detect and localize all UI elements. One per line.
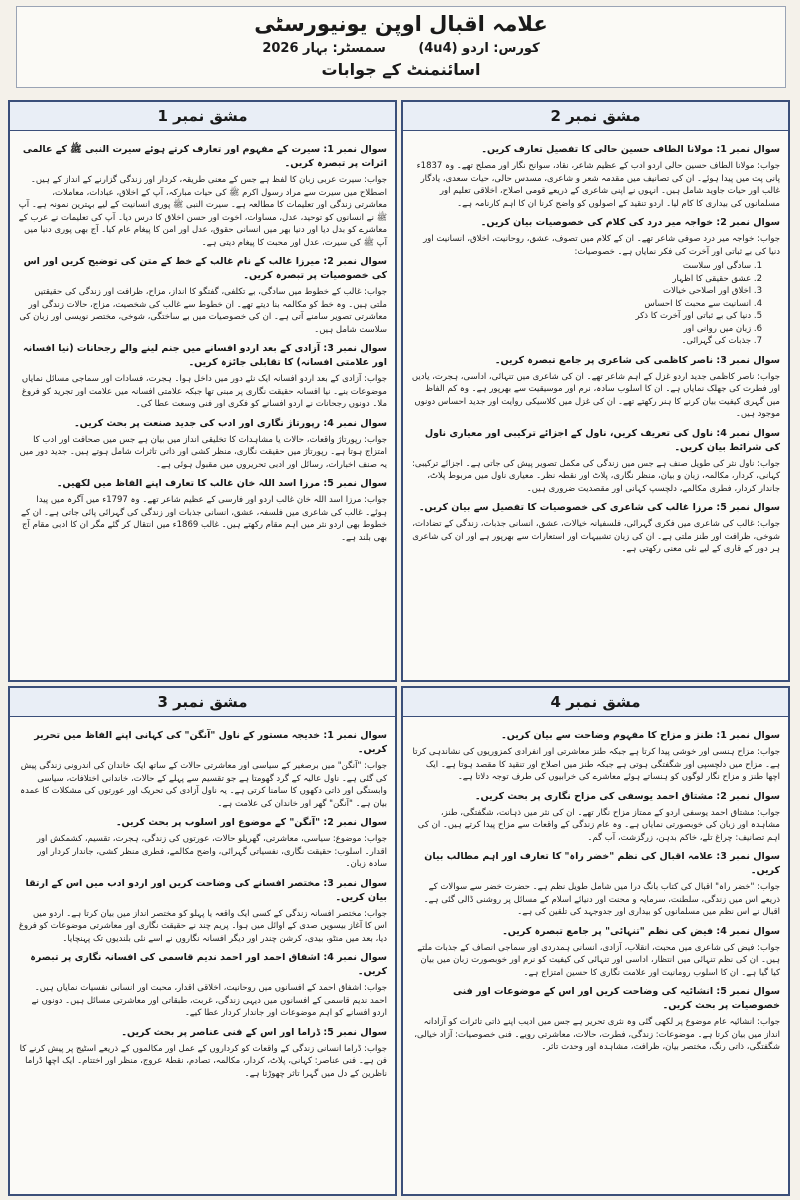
- answer-3: جواب: مختصر افسانہ زندگی کے کسی ایک واقعہ یا پہلو کو مختصر انداز میں بیان کرتا ہے۔ اردو میں اس کا آغاز بیسویں صدی کے اوائل میں ہوا۔ پریم چند نے حقیقت نگاری اور معاشرتی موضوعات کو فروغ دیا، بعد میں منٹو، بیدی، کرشن چندر اور دیگر افسانہ نگاروں نے اسے نئی بلندیوں تک پہنچایا۔: [18, 908, 387, 944]
- exercise-3-title: مشق نمبر 3: [10, 688, 395, 717]
- answer-2: جواب: مشتاق احمد یوسفی اردو کے ممتاز مزاح نگار تھے۔ ان کی نثر میں ذہانت، شگفتگی، طنز، مشاہدہ اور زبان کی خوبصورتی نمایاں ہے۔ وہ عام زندگی کے واقعات سے مزاح پیدا کرتے ہیں۔ ان کی اہم تصانیف: چراغ تلے، خاکم بدہن، زرگزشت، آب گم۔: [417, 807, 780, 843]
- list-item: 6. زبان میں روانی اور: [683, 323, 762, 334]
- list-item: 7. جذبات کی گہرائی۔: [681, 336, 762, 346]
- list-item: 1. سادگی اور سلاست: [682, 261, 762, 271]
- question-5: سوال نمبر 5: مرزا غالب کی شاعری کی خصوصیات کا تفصیل سے بیان کریں۔: [418, 502, 780, 513]
- answer-3: جواب: "خضر راہ" اقبال کی کتاب بانگ درا میں شامل طویل نظم ہے۔ حضرت خضر سے سوالات کے ذریعے اس میں زندگی، سلطنت، سرمایہ و محنت اور دنیائے اسلام کے مسائل پر روشنی ڈالی گئی ہے۔ اقبال نے اس نظم میں مسلمانوں کو بیداری اور جدوجہد کی تلقین کی ہے۔: [423, 882, 780, 917]
- question-3: سوال نمبر 3: علامہ اقبال کی نظم "خضر راہ" کا تعارف اور اہم مطالب بیان کریں۔: [424, 851, 780, 876]
- exercise-1-title: مشق نمبر 1: [10, 102, 395, 131]
- answer-4: جواب: رپورتاژ واقعات، حالات یا مشاہدات کا تخلیقی انداز میں بیان ہے جس میں صحافت اور ادب کا امتزاج ہوتا ہے۔ رپورتاژ میں حقیقت نگاری، منظر کشی اور ذاتی تاثرات شامل ہوتے ہیں۔ جدید دور میں یہ صنف اخبارات، رسائل اور ادبی تحریروں میں مقبول ہوئی ہے۔: [19, 434, 387, 470]
- exercise-3-body: [10, 717, 395, 1088]
- answer-4: جواب: ناول نثر کی طویل صنف ہے جس میں زندگی کی مکمل تصویر پیش کی جاتی ہے۔ اجزائے ترکیبی: کہانی، کردار، مکالمہ، زبان و بیان، منظر نگاری، پلاٹ اور نقطہ نظر۔ معیاری ناول میں مربوط پلاٹ، جاندار کردار، فطری مکالمے، دلچسپ کہانی اور مقصدیت ضروری ہیں۔: [412, 458, 780, 494]
- question-3: سوال نمبر 3: ناصر کاظمی کی شاعری پر جامع تبصرہ کریں۔: [494, 354, 780, 366]
- exercise-2-panel: [401, 100, 790, 682]
- answer-4: جواب: اشفاق احمد کے افسانوں میں روحانیت، اخلاقی اقدار، محبت اور انسانی نفسیات نمایاں ہیں۔ احمد ندیم قاسمی کے افسانوں میں دیہی زندگی، غربت، طبقاتی اور معاشرتی مسائل ہیں۔ دونوں نے اردو افسانے کو اہم موضوعات اور جاندار کردار عطا کیے۔: [31, 983, 387, 1018]
- document-header: [16, 6, 786, 88]
- answer-3: جواب: ناصر کاظمی جدید اردو غزل کے اہم شاعر تھے۔ ان کی شاعری میں تنہائی، اداسی، ہجرت، یادیں اور فطرت کی جھلک نمایاں ہے۔ ان کا اسلوب سادہ، نرم اور موسیقیت سے بھرپور ہے۔ وہ کم الفاظ میں گہری کیفیت بیان کرنے کا ہنر رکھتے تھے۔ ان کی غزل میں کلاسیکی روایت اور جدید احساس دونوں موجود ہیں۔: [411, 371, 780, 419]
- question-2: سوال نمبر 2: خواجہ میر درد کی کلام کی خصوصیات بیان کریں۔: [480, 217, 780, 228]
- answer-2: جواب: موضوع: سیاسی، معاشرتی، گھریلو حالات، عورتوں کی زندگی، ہجرت، تقسیم، کشمکش اور اقدار۔ اسلوب: حقیقت نگاری، نفسیاتی گہرائی، واضح مکالمے، فطری منظر کشی، جاندار کردار اور سادہ زبان۔: [36, 834, 387, 869]
- answer-1: جواب: سیرت عربی زبان کا لفظ ہے جس کے معنی طریقہ، کردار اور زندگی گزارنے کے انداز کے ہیں۔ اصطلاح میں سیرت سے مراد رسول اکرم ﷺ کی حیات مبارکہ، آپ کے اخلاق، عبادات، معاملات، معاشرتی زندگی اور تعلیمات کا مطالعہ ہے۔ سیرت النبی ﷺ پوری انسانیت کے لیے بہترین نمونہ ہے۔ آپ ﷺ نے انسانوں کو توحید، عدل، مساوات، اخوت اور حسن اخلاق کا درس دیا۔ آپ کی تعلیمات نے عرب کے معاشرے کو بدل دیا اور دنیا بھر میں انسانی حقوق، عدل اور امن کا پیغام عام کیا۔ آج بھی پوری دنیا میں آپ ﷺ کی سیرت، عدل اور محبت کا پیغام دیتی ہے۔: [18, 175, 387, 248]
- features-list: [411, 260, 762, 348]
- course-info: [17, 39, 785, 59]
- exercise-3-panel: [8, 686, 397, 1196]
- answer-1: جواب: مولانا الطاف حسین حالی اردو ادب کے عظیم شاعر، نقاد، سوانح نگار اور مصلح تھے۔ وہ 1837ء پانی پت میں پیدا ہوئے۔ ان کی تصانیف میں مقدمہ شعر و شاعری، مسدس حالی، حیات سعدی، یادگار غالب اور حیات جاوید شامل ہیں۔ انہوں نے اپنی شاعری کے ذریعے قومی اصلاح، اخلاقی تعلیم اور مسلمانوں کی بیداری کا کام لیا۔ اردو تنقید کے اصولوں کو واضح کرنا ان کا اہم کارنامہ ہے۔: [416, 161, 780, 209]
- answer-1: جواب: مزاح ہنسی اور خوشی پیدا کرتا ہے جبکہ طنز معاشرتی اور انفرادی کمزوریوں کی نشاندہی کرتا ہے۔ مزاح میں دلچسپی اور شگفتگی ہوتی ہے جبکہ طنز میں اصلاح اور تنقید کا مقصد ہوتا ہے۔ ایک اچھا طنز و مزاح نگار لوگوں کو ہنساتے ہوئے معاشرے کی خرابیوں کی طرف توجہ دلاتا ہے۔: [412, 747, 780, 782]
- list-item: 4. انسانیت سے محبت کا احساس: [644, 298, 762, 309]
- list-item: 3. اخلاق اور اصلاحی خیالات: [662, 286, 762, 296]
- question-5: سوال نمبر 5: انشائیہ کی وضاحت کریں اور اس کے موضوعات اور فنی خصوصیات پر بحث کریں۔: [453, 986, 780, 1011]
- question-5: سوال نمبر 5: ڈراما اور اس کے فنی عناصر پر بحث کریں۔: [121, 1026, 387, 1038]
- question-4: سوال نمبر 4: رپورتاژ نگاری اور ادب کی جدید صنعت پر بحث کریں۔: [74, 417, 387, 429]
- assignment-subtitle: اسائنمنٹ کے جوابات: [321, 60, 481, 79]
- answer-4: جواب: فیض کی شاعری میں محبت، انقلاب، آزادی، انسانی ہمدردی اور سماجی انصاف کے جذبات ملتے ہیں۔ ان کی نظم تنہائی میں انتظار، اداسی اور تنہائی کی کیفیت کو نرم اور خوبصورت زبان میں بیان کیا گیا ہے۔ ان کا اسلوب رومانیت اور علامت نگاری کا حسین امتزاج ہے۔: [417, 942, 780, 978]
- question-1: سوال نمبر 1: مولانا الطاف حسین حالی کا تفصیل تعارف کریں۔: [481, 144, 780, 155]
- question-2: سوال نمبر 2: میرزا غالب کے نام غالب کے خط کے متن کی توضیح کریں اور اس کی خصوصیات پر تبصرہ کریں۔: [23, 256, 387, 281]
- question-3: سوال نمبر 3: مختصر افسانے کی وضاحت کریں اور اردو ادب میں اس کے ارتقا بیان کریں۔: [25, 877, 387, 903]
- answer-3: جواب: آزادی کے بعد اردو افسانہ ایک نئے دور میں داخل ہوا۔ ہجرت، فسادات اور سماجی مسائل نمایاں موضوعات بنے۔ نیا افسانہ حقیقت نگاری پر مبنی تھا جبکہ علامتی افسانہ میں علامت اور تجرید کو فروغ ملا۔ دونوں رجحانات نے اردو افسانے کو فکری اور فنی وسعت عطا کی۔: [21, 374, 387, 409]
- exercise-1-body: [10, 131, 395, 552]
- university-title: علامہ اقبال اوپن یونیورسٹی: [254, 12, 548, 36]
- exercise-2-body: [403, 131, 788, 564]
- question-5: سوال نمبر 5: مرزا اسد اللہ خان غالب کا تعارف اپنے الفاظ میں لکھیں۔: [56, 478, 387, 489]
- question-4: سوال نمبر 4: اشفاق احمد اور احمد ندیم قاسمی کی افسانہ نگاری پر تبصرہ کریں۔: [30, 952, 387, 977]
- exercise-4-title: مشق نمبر 4: [403, 688, 788, 717]
- exercise-4-panel: [401, 686, 790, 1196]
- question-1: سوال نمبر 1: خدیجہ مستور کے ناول "آنگن" کی کہانی اپنے الفاظ میں تحریر کریں۔: [34, 730, 387, 755]
- question-3: سوال نمبر 3: آزادی کے بعد اردو افسانے میں جنم لینے والے رجحانات (نیا افسانہ اور علامتی افسانہ) کا تقابلی جائزہ کریں۔: [23, 343, 387, 368]
- exercise-2-title: مشق نمبر 2: [403, 102, 788, 131]
- answer-2: جواب: خواجہ میر درد صوفی شاعر تھے۔ ان کے کلام میں تصوف، عشق، روحانیت، اخلاق، انسانیت اور دنیا کی بے ثباتی اور آخرت کی فکر نمایاں ہے۔ خصوصیات:: [423, 234, 780, 257]
- exercise-1-panel: [8, 100, 397, 682]
- question-2: سوال نمبر 2: "آنگن" کے موضوع اور اسلوب پر بحث کریں۔: [115, 817, 387, 828]
- list-item: 5. دنیا کی بے ثباتی اور آخرت کا ذکر: [635, 311, 762, 321]
- list-item: 2. عشق حقیقی کا اظہار: [672, 273, 762, 284]
- question-4: سوال نمبر 4: فیض کی نظم "تنہائی" پر جامع تبصرہ کریں۔: [502, 925, 780, 937]
- course-label: کورس: اردو (4u4): [418, 41, 540, 56]
- answer-1: جواب: "آنگن" میں برصغیر کے سیاسی اور معاشرتی حالات کے ساتھ ایک خاندان کی اندرونی زندگی پیش کی گئی ہے۔ ناول عالیہ کے گرد گھومتا ہے جو تقسیم سے پہلے کے حالات، خاندانی اختلافات، سیاسی وابستگی اور ذاتی دکھوں کا سامنا کرتی ہے۔ یہ ناول آزادی کی تحریک اور عورتوں کی مشکلات کا عمدہ بیان ہے۔ "آنگن" گھر اور خاندان کی علامت ہے۔: [20, 761, 387, 809]
- answer-5: جواب: انشائیہ عام موضوع پر لکھی گئی وہ نثری تحریر ہے جس میں ادیب اپنے ذاتی تاثرات کو آزادانہ انداز میں بیان کرتا ہے۔ موضوعات: زندگی، فطرت، حالات، معاشرتی رویے۔ فنی خصوصیات: آزاد خیالی، شگفتگی، ذاتی رنگ، مختصر بیان، ظرافت، مشاہدہ اور وحدت تاثر۔: [414, 1017, 780, 1052]
- answer-2: جواب: غالب کے خطوط میں سادگی، بے تکلفی، گفتگو کا انداز، مزاح، ظرافت اور زندگی کی حقیقتیں ملتی ہیں۔ وہ خط کو مکالمہ بنا دیتے تھے۔ ان خطوط سے غالب کی شخصیت، مزاج، حالات زندگی اور معاشرتی تصویر سامنے آتی ہے۔ ان کی خصوصیات میں بے ساختگی، شوخی، مختصر نویسی اور زبان کی سلاست شامل ہیں۔: [19, 287, 387, 335]
- question-1: سوال نمبر 1: سیرت کے مفہوم اور تعارف کرتے ہوئے سیرت النبی ﷺ کے عالمی اثرات پر تبصرہ کریں۔: [22, 144, 387, 169]
- exercise-4-body: [403, 717, 788, 1062]
- question-1: سوال نمبر 1: طنز و مزاح کا مفہوم وضاحت سے بیان کریں۔: [501, 730, 780, 741]
- answer-5: جواب: غالب کی شاعری میں فکری گہرائی، فلسفیانہ خیالات، عشق، انسانی جذبات، زندگی کے تضادات، شوخی، ظرافت اور طنز ملتی ہے۔ ان کی زبان تشبیہات اور استعارات سے بھرپور ہے اور ان کی شاعری ہر دور کے قاری کے لیے نئی معنی رکھتی ہے۔: [412, 519, 780, 554]
- answer-5: جواب: ڈراما انسانی زندگی کے واقعات کو کرداروں کے عمل اور مکالموں کے ذریعے اسٹیج پر پیش کرنے کا فن ہے۔ فنی عناصر: کہانی، پلاٹ، کردار، مکالمہ، تصادم، نقطۂ عروج، منظر اور اختتام۔ ایک اچھا ڈراما ناظرین کے دل میں گہرا تاثر چھوڑتا ہے۔: [19, 1043, 387, 1079]
- answer-5: جواب: مرزا اسد اللہ خان غالب اردو اور فارسی کے عظیم شاعر تھے۔ وہ 1797ء میں آگرہ میں پیدا ہوئے۔ غالب کی شاعری میں فلسفہ، عشق، انسانی جذبات اور زندگی کی گہرائی پائی جاتی ہے۔ ان کے خطوط بھی اردو نثر میں اہم مقام رکھتے ہیں۔ غالب 1869ء میں انتقال کر گئے مگر ان کا ادبی مقام آج بھی بلند ہے۔: [20, 495, 387, 543]
- question-4: سوال نمبر 4: ناول کی تعریف کریں، ناول کے اجزائے ترکیبی اور معیاری ناول کی شرائط بیان کریں۔: [424, 427, 780, 453]
- semester-label: سمسٹر: بہار 2026: [262, 41, 386, 56]
- question-2: سوال نمبر 2: مشتاق احمد یوسفی کی مزاح نگاری پر بحث کریں۔: [474, 790, 780, 802]
